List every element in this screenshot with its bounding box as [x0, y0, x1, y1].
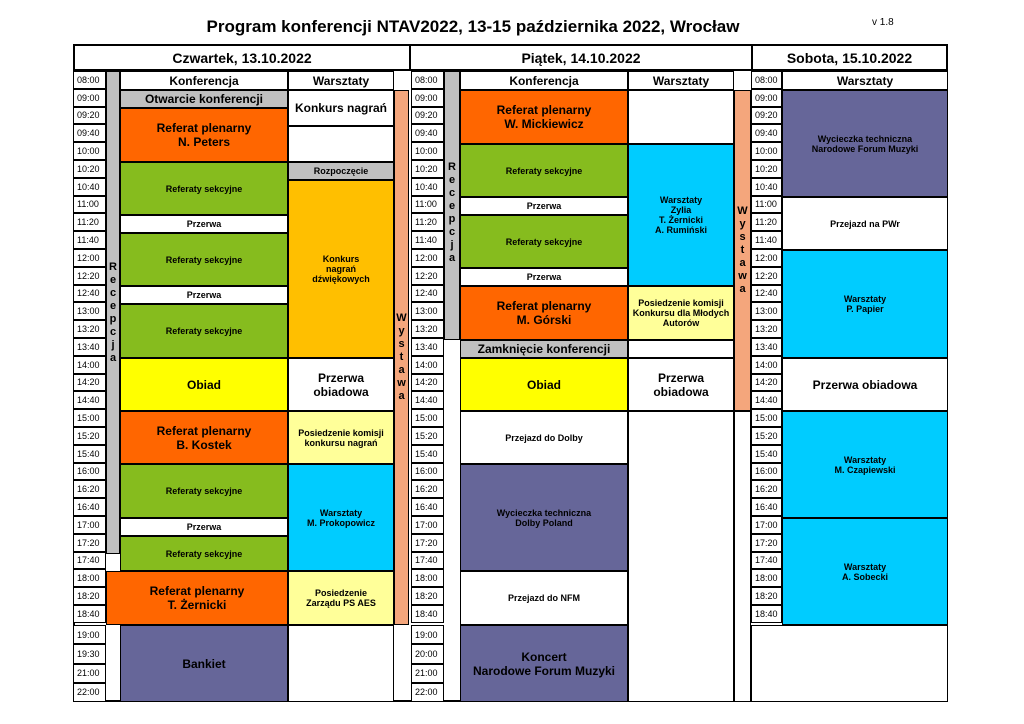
time-slot: 13:20: [73, 320, 106, 338]
time-slot: 10:00: [73, 142, 106, 160]
time-slot: 09:20: [751, 107, 782, 125]
day-header-saturday: Sobota, 15.10.2022: [751, 44, 948, 71]
time-slot: 14:40: [73, 391, 106, 409]
fri-przerwa-2: Przerwa: [460, 268, 628, 286]
time-slot: 21:00: [411, 664, 444, 683]
time-slot: 18:20: [411, 587, 444, 605]
sat-empty-evening: [751, 625, 948, 702]
time-slot: 11:20: [411, 213, 444, 231]
thu-referat-2: Referat plenarny B. Kostek: [120, 411, 288, 464]
time-slot: 14:00: [73, 356, 106, 374]
time-slot: 11:40: [411, 231, 444, 249]
recepcja-label-thu: R e c e p c j a: [109, 260, 117, 364]
header-warsztaty-sat: Warsztaty: [782, 71, 948, 90]
fri-sekcyjne-1: Referaty sekcyjne: [460, 144, 628, 197]
time-slot: 09:20: [73, 107, 106, 125]
thu-w-posiedzenie-komisji: Posiedzenie komisji konkursu nagrań: [288, 411, 394, 464]
sat-warsztaty-papier: Warsztaty P. Papier: [782, 250, 948, 358]
time-slot: 09:40: [411, 124, 444, 142]
time-slot: 17:00: [751, 516, 782, 534]
time-slot: 16:40: [411, 498, 444, 516]
time-slot: 19:00: [73, 625, 106, 644]
time-slot: 17:20: [73, 534, 106, 552]
time-slot: 12:40: [751, 285, 782, 303]
fri-obiad: Obiad: [460, 358, 628, 411]
time-slot: 19:00: [411, 625, 444, 644]
time-slot: 18:00: [411, 569, 444, 587]
time-slot: 11:00: [411, 196, 444, 214]
thu-w-empty-1: [288, 126, 394, 162]
time-slot: 09:00: [411, 89, 444, 107]
time-slot: 22:00: [73, 683, 106, 702]
thu-przerwa-3: Przerwa: [120, 518, 288, 536]
time-slot: 10:20: [411, 160, 444, 178]
time-slot: 15:00: [73, 409, 106, 427]
thu-referat-3: Referat plenarny T. Żernicki: [106, 571, 288, 625]
time-slot: 14:20: [751, 374, 782, 392]
thu-sekcyjne-2: Referaty sekcyjne: [120, 233, 288, 286]
time-slot: 13:40: [73, 338, 106, 356]
time-slot: 13:00: [73, 302, 106, 320]
thu-w-rozpoczecie: Rozpoczęcie: [288, 162, 394, 180]
header-konferencja-fri: Konferencja: [460, 71, 628, 90]
time-slot: 19:30: [73, 644, 106, 663]
fri-w-empty-1: [628, 90, 734, 144]
sat-warsztaty-sobecki: Warsztaty A. Sobecki: [782, 518, 948, 625]
thu-w-empty-2: [288, 625, 394, 702]
thu-przerwa-2: Przerwa: [120, 286, 288, 304]
fri-koncert: Koncert Narodowe Forum Muzyki: [460, 625, 628, 702]
time-slot: 10:40: [751, 178, 782, 196]
time-slot: 12:40: [411, 285, 444, 303]
time-slot: 14:40: [411, 391, 444, 409]
fri-w-przerwa-obiadowa: Przerwa obiadowa: [628, 358, 734, 411]
thu-w-konkurs-dzwiekowych: Konkurs nagrań dźwiękowych: [288, 180, 394, 358]
time-slot: 09:40: [73, 124, 106, 142]
time-slot: 16:20: [751, 480, 782, 498]
time-slot: 15:40: [73, 445, 106, 463]
time-slot: 21:00: [73, 664, 106, 683]
fri-w-empty-3: [628, 411, 734, 702]
time-slot: 14:20: [411, 374, 444, 392]
time-slot: 14:40: [751, 391, 782, 409]
time-slot: 11:40: [751, 231, 782, 249]
wystawa-bar-fri: W y s t a w a: [734, 90, 751, 411]
wystawa-empty-fri: [734, 411, 751, 702]
time-slot: 17:20: [411, 534, 444, 552]
time-slot: 13:00: [751, 302, 782, 320]
time-slot: 10:20: [73, 160, 106, 178]
thu-w-konkurs-nagran: Konkurs nagrań: [288, 90, 394, 126]
time-slot: 14:00: [411, 356, 444, 374]
header-warsztaty-thu: Warsztaty: [288, 71, 394, 90]
time-slot: 10:00: [411, 142, 444, 160]
time-slot: 12:20: [751, 267, 782, 285]
day-header-thursday: Czwartek, 13.10.2022: [73, 44, 411, 71]
thu-sekcyjne-4: Referaty sekcyjne: [120, 464, 288, 518]
time-slot: 09:00: [73, 89, 106, 107]
sat-wycieczka-nfm: Wycieczka techniczna Narodowe Forum Muzyki: [782, 90, 948, 197]
time-slot: 10:20: [751, 160, 782, 178]
time-slot: 10:00: [751, 142, 782, 160]
time-slot: 16:00: [73, 463, 106, 481]
time-slot: 14:20: [73, 374, 106, 392]
time-slot: 16:40: [73, 498, 106, 516]
time-slot: 20:00: [411, 644, 444, 663]
thu-przerwa-1: Przerwa: [120, 215, 288, 233]
time-slot: 09:20: [411, 107, 444, 125]
fri-przejazd-nfm: Przejazd do NFM: [460, 571, 628, 625]
time-slot: 09:00: [751, 89, 782, 107]
time-slot: 11:00: [73, 196, 106, 214]
version-label: v 1.8: [872, 17, 894, 28]
time-slot: 15:00: [411, 409, 444, 427]
time-slot: 12:20: [411, 267, 444, 285]
fri-sekcyjne-2: Referaty sekcyjne: [460, 215, 628, 268]
time-slot: 12:00: [73, 249, 106, 267]
day-header-friday: Piątek, 14.10.2022: [409, 44, 753, 71]
fri-wycieczka-dolby: Wycieczka techniczna Dolby Poland: [460, 464, 628, 571]
time-slot: 15:20: [411, 427, 444, 445]
time-slot: 13:40: [751, 338, 782, 356]
thu-sekcyjne-1: Referaty sekcyjne: [120, 162, 288, 215]
time-slot: 16:20: [73, 480, 106, 498]
time-slot: 13:00: [411, 302, 444, 320]
header-konferencja-thu: Konferencja: [120, 71, 288, 90]
time-slot: 12:40: [73, 285, 106, 303]
time-slot: 18:00: [751, 569, 782, 587]
time-slot: 18:40: [751, 605, 782, 623]
thu-referat-1: Referat plenarny N. Peters: [120, 108, 288, 162]
thu-sekcyjne-3: Referaty sekcyjne: [120, 304, 288, 358]
time-slot: 08:00: [751, 71, 782, 89]
time-slot: 17:40: [751, 552, 782, 570]
time-slot: 14:00: [751, 356, 782, 374]
fri-przerwa-1: Przerwa: [460, 197, 628, 215]
time-slot: 10:40: [73, 178, 106, 196]
time-slot: 17:40: [73, 552, 106, 570]
time-slot: 12:00: [411, 249, 444, 267]
sat-przerwa-obiadowa: Przerwa obiadowa: [782, 358, 948, 411]
fri-w-empty-2: [628, 340, 734, 358]
fri-referat-2: Referat plenarny M. Górski: [460, 286, 628, 340]
time-slot: 17:20: [751, 534, 782, 552]
sat-przejazd-pwr: Przejazd na PWr: [782, 197, 948, 250]
time-slot: 18:40: [411, 605, 444, 623]
fri-w-warsztaty-zylia: Warsztaty Zylia T. Żernicki A. Rumiński: [628, 144, 734, 286]
fri-w-posiedzenie-komisji: Posiedzenie komisji Konkursu dla Młodych Autorów: [628, 286, 734, 340]
time-slot: 13:40: [411, 338, 444, 356]
time-slot: 16:20: [411, 480, 444, 498]
time-slot: 15:20: [751, 427, 782, 445]
time-slot: 18:00: [73, 569, 106, 587]
time-slot: 16:00: [411, 463, 444, 481]
thu-w-warsztaty-prokopowicz: Warsztaty M. Prokopowicz: [288, 464, 394, 571]
time-slot: 18:20: [751, 587, 782, 605]
time-slot: 17:00: [411, 516, 444, 534]
sat-warsztaty-czapiewski: Warsztaty M. Czapiewski: [782, 411, 948, 518]
thu-sekcyjne-5: Referaty sekcyjne: [120, 536, 288, 571]
time-slot: 17:40: [411, 552, 444, 570]
thu-otwarcie: Otwarcie konferencji: [120, 90, 288, 108]
time-slot: 13:20: [411, 320, 444, 338]
time-slot: 08:00: [73, 71, 106, 89]
thu-obiad: Obiad: [120, 358, 288, 411]
time-slot: 11:20: [751, 213, 782, 231]
time-slot: 10:40: [411, 178, 444, 196]
page-title: Program konferencji NTAV2022, 13-15 października 2022, Wrocław: [206, 17, 740, 36]
time-slot: 08:00: [411, 71, 444, 89]
time-slot: 15:40: [411, 445, 444, 463]
thu-bankiet: Bankiet: [120, 625, 288, 702]
recepcja-label-fri: R e c e p c j a: [448, 160, 456, 264]
time-slot: 16:00: [751, 463, 782, 481]
fri-referat-1: Referat plenarny W. Mickiewicz: [460, 90, 628, 144]
time-slot: 11:20: [73, 213, 106, 231]
time-slot: 22:00: [411, 683, 444, 702]
thu-w-przerwa-obiadowa: Przerwa obiadowa: [288, 358, 394, 411]
fri-przejazd-dolby: Przejazd do Dolby: [460, 411, 628, 464]
time-slot: 18:40: [73, 605, 106, 623]
time-slot: 13:20: [751, 320, 782, 338]
wystawa-bar-thu: W y s t a w a: [394, 90, 409, 625]
time-slot: 11:00: [751, 196, 782, 214]
header-warsztaty-fri: Warsztaty: [628, 71, 734, 90]
fri-zamkniecie: Zamknięcie konferencji: [460, 340, 628, 358]
time-slot: 09:40: [751, 124, 782, 142]
time-slot: 11:40: [73, 231, 106, 249]
time-slot: 12:20: [73, 267, 106, 285]
time-slot: 15:20: [73, 427, 106, 445]
thu-w-posiedzenie-zarzadu: Posiedzenie Zarządu PS AES: [288, 571, 394, 625]
time-slot: 16:40: [751, 498, 782, 516]
time-slot: 15:40: [751, 445, 782, 463]
time-slot: 12:00: [751, 249, 782, 267]
time-slot: 17:00: [73, 516, 106, 534]
time-slot: 15:00: [751, 409, 782, 427]
time-slot: 18:20: [73, 587, 106, 605]
